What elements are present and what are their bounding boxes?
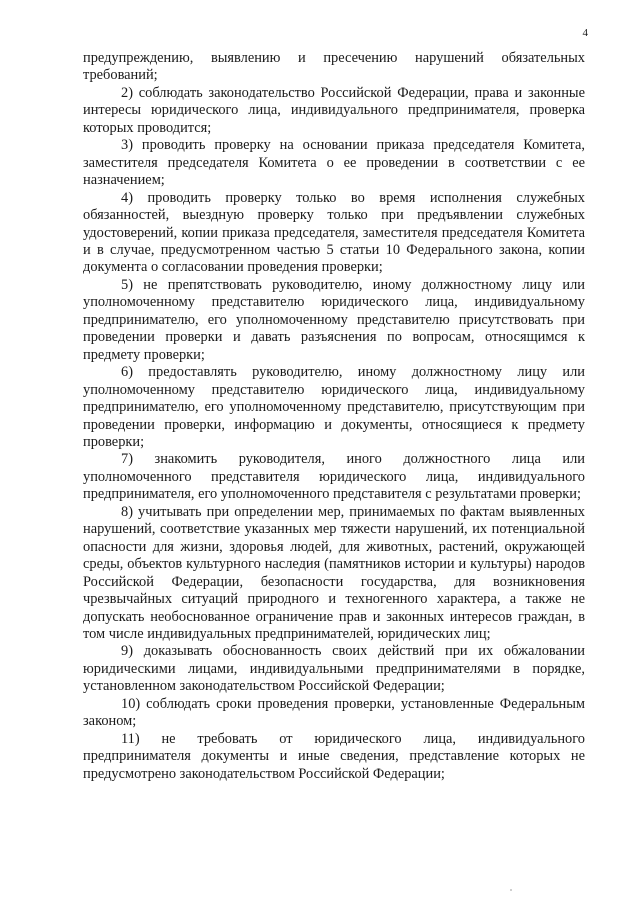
paragraph-item-3: 3) проводить проверку на основании приказа председателя Комитета, заместителя председателя Комитета о ее проведении в соответствии с ее назначением; [83, 137, 585, 189]
paragraph-item-8: 8) учитывать при определении мер, принимаемых по фактам выявленных нарушений, соответствие указанных мер тяжести нарушений, их потенциальной опасности для жизни, здоровья людей, для животных, растений, окружающей среды, объектов культурного наследия (памятников истории и культуры) народов Российской Федерации, безопасности государства, для возникновения чрезвычайных ситуаций природного и техногенного характера, а также не допускать необоснованное ограничение прав и законных интересов граждан, в том числе индивидуальных предпринимателей, юридических лиц; [83, 503, 585, 642]
paragraph-item-2: 2) соблюдать законодательство Российской Федерации, права и законные интересы юридического лица, индивидуального предпринимателя, проверка которых проводится; [83, 84, 585, 136]
document-body [83, 50, 585, 783]
paragraph-item-6: 6) предоставлять руководителю, иному должностному лицу или уполномоченному представителю юридического лица, индивидуальному предпринимателю, его уполномоченному представителю, присутствующим при проведении проверки, информацию и документы, относящиеся к предмету проверки; [83, 364, 585, 450]
paragraph-item-11: 11) не требовать от юридического лица, индивидуального предпринимателя документы и иные сведения, представление которых не предусмотрено законодательством Российской Федерации; [83, 730, 585, 782]
paragraph-item-4: 4) проводить проверку только во время исполнения служебных обязанностей, выездную проверку только при предъявлении служебных удостоверений, копии приказа председателя, заместителя председателя Комитета и в случае, предусмотренном частью 5 статьи 10 Федерального закона, копии документа о согласовании проведения проверки; [83, 189, 585, 276]
scan-artifact [510, 889, 512, 891]
paragraph-item-9: 9) доказывать обоснованность своих действий при их обжаловании юридическими лицами, индивидуальными предпринимателями в порядке, установленном законодательством Российской Федерации; [83, 643, 585, 695]
page-number: 4 [582, 27, 588, 39]
paragraph-continuation: предупреждению, выявлению и пресечению нарушений обязательных требований; [83, 50, 585, 84]
paragraph-item-10: 10) соблюдать сроки проведения проверки, установленные Федеральным законом; [83, 695, 585, 730]
paragraph-item-7: 7) знакомить руководителя, иного должностного лица или уполномоченного представителя юридического лица, индивидуального предпринимателя, его уполномоченного представителя с результатами проверки; [83, 451, 585, 503]
paragraph-item-5: 5) не препятствовать руководителю, иному должностному лицу или уполномоченному представителю юридического лица, индивидуальному предпринимателю, его уполномоченному представителю присутствовать при проведении проверки и давать разъяснения по вопросам, относящимся к предмету проверки; [83, 276, 585, 363]
